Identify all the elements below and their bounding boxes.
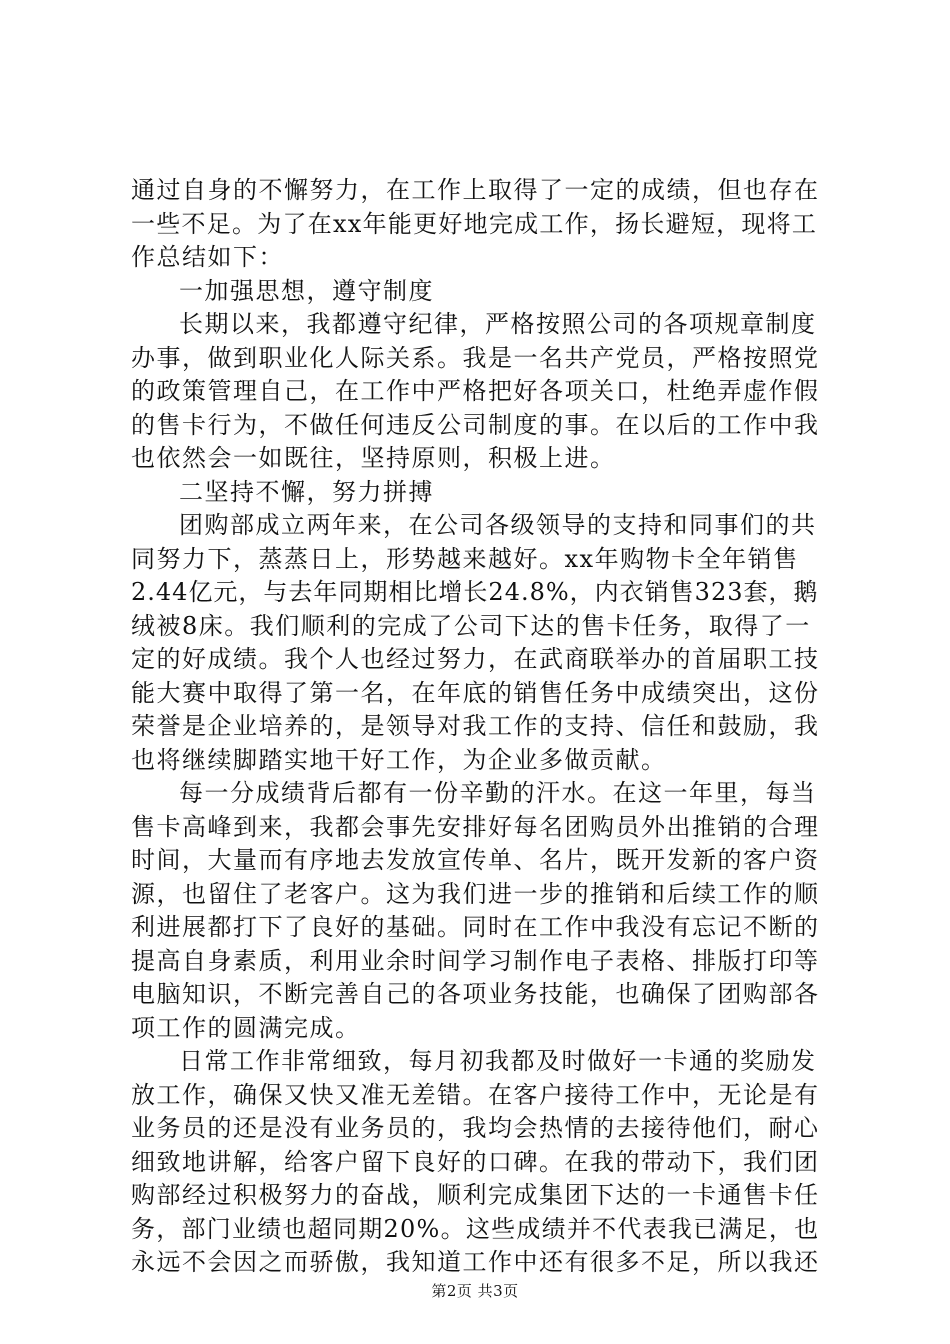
text-line: 时间，大量而有序地去发放宣传单、名片，既开发新的客户资 <box>131 846 820 874</box>
text-line: 一些不足。为了在xx年能更好地完成工作，扬长避短，现将工 <box>131 209 818 238</box>
text-line: 的政策管理自己，在工作中严格把好各项关口，杜绝弄虚作假 <box>131 377 820 405</box>
text-line: 团购部成立两年来，在公司各级领导的支持和同事们的共 <box>179 511 817 539</box>
text-line: 能大赛中取得了第一名，在年底的销售任务中成绩突出，这份 <box>131 678 820 707</box>
text-line: 售卡高峰到来，我都会事先安排好每名团购员外出推销的合理 <box>131 812 820 841</box>
document-body <box>131 174 821 1280</box>
text-line: 作总结如下： <box>131 243 284 271</box>
text-line: 电脑知识，不断完善自己的各项业务技能，也确保了团购部各 <box>131 980 820 1008</box>
page-footer <box>0 1280 950 1301</box>
text-line: 通过自身的不懈努力，在工作上取得了一定的成绩，但也存在 <box>131 176 820 204</box>
text-line: 的售卡行为，不做任何违反公司制度的事。在以后的工作中我 <box>131 410 820 439</box>
text-line: 日常工作非常细致，每月初我都及时做好一卡通的奖励发 <box>179 1047 817 1075</box>
text-line: 绒被8床。我们顺利的完成了公司下达的售卡任务，取得了一 <box>131 611 811 640</box>
text-line: 细致地讲解，给客户留下良好的口碑。在我的带动下，我们团 <box>131 1147 820 1176</box>
text-line: 2.44亿元，与去年同期相比增长24.8%，内衣销售323套，鹅 <box>131 578 819 606</box>
text-line: 荣誉是企业培养的，是领导对我工作的支持、信任和鼓励，我 <box>131 712 820 740</box>
text-line: 项工作的圆满完成。 <box>131 1013 361 1042</box>
page-number-label: 第2页 共3页 <box>431 1282 519 1300</box>
text-line: 也依然会一如既往，坚持原则，积极上进。 <box>131 444 616 472</box>
text-line: 办事，做到职业化人际关系。我是一名共产党员，严格按照党 <box>131 343 820 372</box>
text-line: 也将继续脚踏实地干好工作，为企业多做贡献。 <box>131 745 667 774</box>
text-line: 永远不会因之而骄傲，我知道工作中还有很多不足，所以我还 <box>131 1248 820 1276</box>
text-line: 同努力下，蒸蒸日上，形势越来越好。xx年购物卡全年销售 <box>131 544 799 573</box>
section-heading: 二坚持不懈，努力拼搏 <box>179 477 434 506</box>
text-line: 业务员的还是没有业务员的，我均会热情的去接待他们，耐心 <box>131 1114 820 1142</box>
text-line: 购部经过积极努力的奋战，顺利完成集团下达的一卡通售卡任 <box>131 1181 820 1209</box>
text-line: 利进展都打下了良好的基础。同时在工作中我没有忘记不断的 <box>131 913 820 941</box>
text-line: 每一分成绩背后都有一份辛勤的汗水。在这一年里，每当 <box>179 779 817 807</box>
section-heading: 一加强思想，遵守制度 <box>179 276 434 305</box>
text-line: 提高自身素质，利用业余时间学习制作电子表格、排版打印等 <box>131 946 820 975</box>
text-line: 长期以来，我都遵守纪律，严格按照公司的各项规章制度 <box>179 310 817 338</box>
text-line: 源，也留住了老客户。这为我们进一步的推销和后续工作的顺 <box>131 879 820 908</box>
text-line: 务，部门业绩也超同期20%。这些成绩并不代表我已满足，也 <box>131 1214 820 1243</box>
text-line: 定的好成绩。我个人也经过努力，在武商联举办的首届职工技 <box>131 645 820 673</box>
text-line: 放工作，确保又快又准无差错。在客户接待工作中，无论是有 <box>131 1080 820 1109</box>
